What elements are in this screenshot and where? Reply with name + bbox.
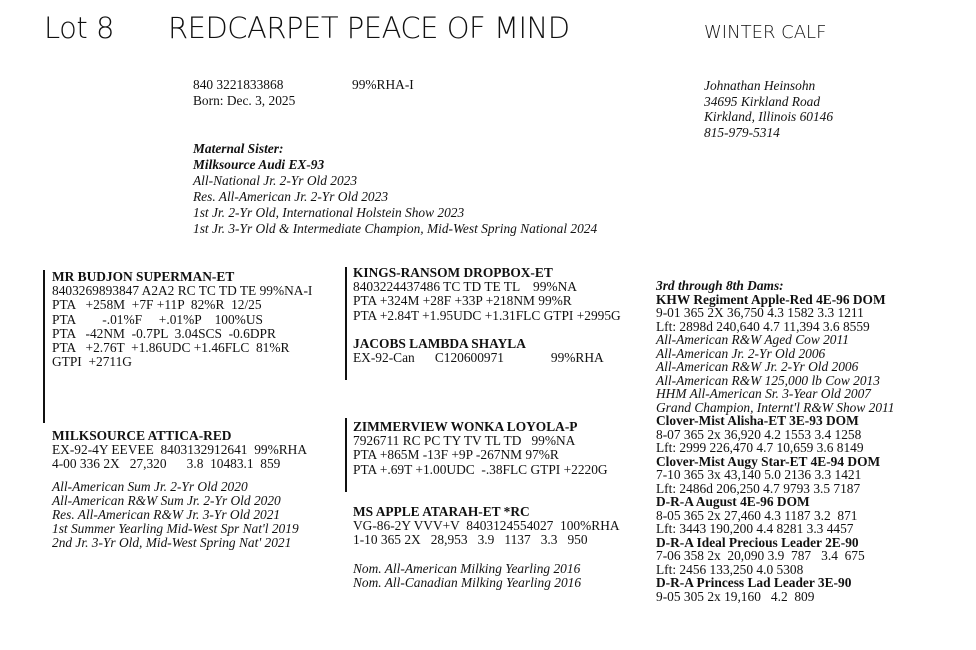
ancestral-dam-honor: All-American R&W Aged Cow 2011 (656, 332, 849, 347)
sire-sire-info-line: PTA +324M +28F +33P +218NM 99%R (353, 293, 572, 309)
ancestral-dam-lifetime: Lft: 2999 226,470 4.7 10,659 3.6 8149 (656, 440, 864, 455)
ancestral-dam-name: KHW Regiment Apple-Red 4E-96 DOM (656, 291, 886, 307)
lot-number: Lot 8 (44, 11, 114, 45)
class-category: WINTER CALF (704, 22, 827, 43)
maternal-sister-honor: 1st Jr. 2-Yr Old, International Holstein Show 2023 (193, 205, 465, 220)
dam-honor: 2nd Jr. 3-Yr Old, Mid-West Spring Nat' 2021 (52, 535, 292, 551)
sire-info-line: PTA -.01%F +.01%P 100%US (52, 311, 263, 327)
sire-sire-bracket-line (345, 267, 347, 380)
dam-sire-info-line: 7926711 RC PC TY TV TL TD 99%NA (353, 433, 576, 449)
ancestral-dam-name: D-R-A Princess Lad Leader 3E-90 (656, 575, 852, 590)
dam-honor: All-American R&W Sum Jr. 2-Yr Old 2020 (52, 492, 281, 508)
ancestral-dam-lifetime: Lft: 2486d 206,250 4.7 9793 3.5 7187 (656, 480, 861, 496)
ancestral-dam-honor: All-American R&W 125,000 lb Cow 2013 (656, 372, 880, 388)
ancestral-dam-name: D-R-A August 4E-96 DOM (656, 494, 810, 509)
consignor-block (704, 78, 833, 140)
maternal-sister-name: Milksource Audi EX-93 (193, 157, 325, 172)
dam-sire-info-line: PTA +.69T +1.00UDC -.38FLC GTPI +2220G (353, 461, 608, 477)
ancestral-dam-lifetime: Lft: 2898d 240,640 4.7 11,394 3.6 8559 (656, 318, 870, 334)
dam-sire-block (353, 420, 608, 477)
sire-dam-name: JACOBS LAMBDA SHAYLA (353, 336, 526, 351)
maternal-sister-heading: Maternal Sister: (193, 141, 284, 156)
sire-dam-block (353, 337, 604, 365)
sire-block (52, 270, 312, 369)
sire-dam-info-line: EX-92-Can C120600971 99%RHA (353, 350, 604, 366)
registration-number: 840 3221833868 (193, 77, 284, 92)
dam-honor: Res. All-American R&W Jr. 3-Yr Old 2021 (52, 507, 281, 523)
consignor-address: 34695 Kirkland Road (704, 93, 821, 109)
ancestral-dam-record: 9-01 365 2X 36,750 4.3 1582 3.3 1211 (656, 305, 864, 320)
sire-sire-name: KINGS-RANSOM DROPBOX-ET (353, 265, 553, 280)
ancestral-dam-name: Clover-Mist Augy Star-ET 4E-94 DOM (656, 453, 881, 469)
maternal-sister-honor: 1st Jr. 3-Yr Old & Intermediate Champion, Mid-West Spring National 2024 (193, 221, 598, 236)
dam-name: MILKSOURCE ATTICA-RED (52, 428, 232, 443)
sire-name: MR BUDJON SUPERMAN-ET (52, 269, 235, 284)
ancestral-dam-record: 7-06 358 2x 20,090 3.9 787 3.4 675 (656, 548, 865, 563)
ancestral-dam-record: 8-07 365 2x 36,920 4.2 1553 3.4 1258 (656, 426, 862, 442)
sire-info-line: GTPI +2711G (52, 354, 132, 370)
dam-dam-name: MS APPLE ATARAH-ET *RC (353, 504, 530, 519)
maternal-sister-honor: Res. All-American Jr. 2-Yr Old 2023 (193, 189, 389, 204)
ancestral-dams-block (656, 279, 894, 603)
ancestral-dam-honor: Grand Champion, Internt'l R&W Show 2011 (656, 399, 895, 415)
birth-date: Born: Dec. 3, 2025 (193, 93, 296, 108)
consignor-city: Kirkland, Illinois 60146 (704, 109, 834, 124)
dam-info-line: 4-00 336 2X 27,320 3.8 10483.1 859 (52, 456, 281, 472)
ancestral-dam-record: 8-05 365 2x 27,460 4.3 1187 3.2 871 (656, 507, 858, 523)
ancestral-dams-heading: 3rd through 8th Dams: (656, 278, 784, 293)
sire-sire-info-line: PTA +2.84T +1.95UDC +1.31FLC GTPI +2995G (353, 307, 621, 323)
dam-dam-info-line: 1-10 365 2X 28,953 3.9 1137 3.3 950 (353, 532, 588, 548)
dam-sire-bracket-line (345, 418, 347, 492)
dam-dam-info-line: VG-86-2Y VVV+V 8403124554027 100%RHA (353, 518, 620, 534)
maternal-sister-honor: All-National Jr. 2-Yr Old 2023 (193, 173, 358, 188)
sire-sire-block (353, 266, 621, 323)
dam-info-line: EX-92-4Y EEVEE 8403132912641 99%RHA (52, 442, 308, 458)
dam-honor: 1st Summer Yearling Mid-West Spr Nat'l 2019 (52, 521, 299, 537)
ancestral-dam-honor: All-American Jr. 2-Yr Old 2006 (656, 345, 826, 361)
sire-info-line: PTA -42NM -0.7PL 3.04SCS -0.6DPR (52, 325, 276, 341)
dam-sire-info-line: PTA +865M -13F +9P -267NM 97%R (353, 447, 559, 463)
sire-info-line: 8403269893847 A2A2 RC TC TD TE 99%NA-I (52, 283, 313, 299)
ancestral-dam-record: 7-10 365 3x 43,140 5.0 2136 3.3 1421 (656, 467, 862, 482)
dam-honor: All-American Sum Jr. 2-Yr Old 2020 (52, 478, 248, 494)
ancestral-dam-record: 9-05 305 2x 19,160 4.2 809 (656, 588, 815, 604)
maternal-sister-block (193, 141, 597, 237)
sire-info-line: PTA +2.76T +1.86UDC +1.46FLC 81%R (52, 340, 290, 356)
dam-dam-honor: Nom. All-Canadian Milking Yearling 2016 (353, 574, 582, 590)
consignor-name: Johnathan Heinsohn (704, 78, 816, 93)
sire-sire-info-line: 8403224437486 TC TD TE TL 99%NA (353, 279, 577, 295)
dam-sire-name: ZIMMERVIEW WONKA LOYOLA-P (353, 419, 578, 434)
ancestral-dam-honor: HHM All-American Sr. 3-Year Old 2007 (656, 386, 871, 401)
animal-name: REDCARPET PEACE OF MIND (168, 11, 570, 45)
rha-percent: 99%RHA-I (352, 77, 414, 92)
sire-bracket-line (43, 270, 45, 423)
sire-info-line: PTA +258M +7F +11P 82%R 12/25 (52, 297, 262, 313)
consignor-phone: 815-979-5314 (704, 124, 780, 140)
ancestral-dam-lifetime: Lft: 2456 133,250 4.0 5308 (656, 561, 804, 577)
dam-dam-block (353, 505, 620, 590)
dam-dam-honor: Nom. All-American Milking Yearling 2016 (353, 560, 581, 576)
ancestral-dam-name: Clover-Mist Alisha-ET 3E-93 DOM (656, 413, 859, 428)
ancestral-dam-honor: All-American R&W Jr. 2-Yr Old 2006 (656, 359, 859, 374)
ancestral-dam-lifetime: Lft: 3443 190,200 4.4 8281 3.3 4457 (656, 521, 854, 536)
dam-block (52, 429, 307, 551)
ancestral-dam-name: D-R-A Ideal Precious Leader 2E-90 (656, 534, 859, 550)
